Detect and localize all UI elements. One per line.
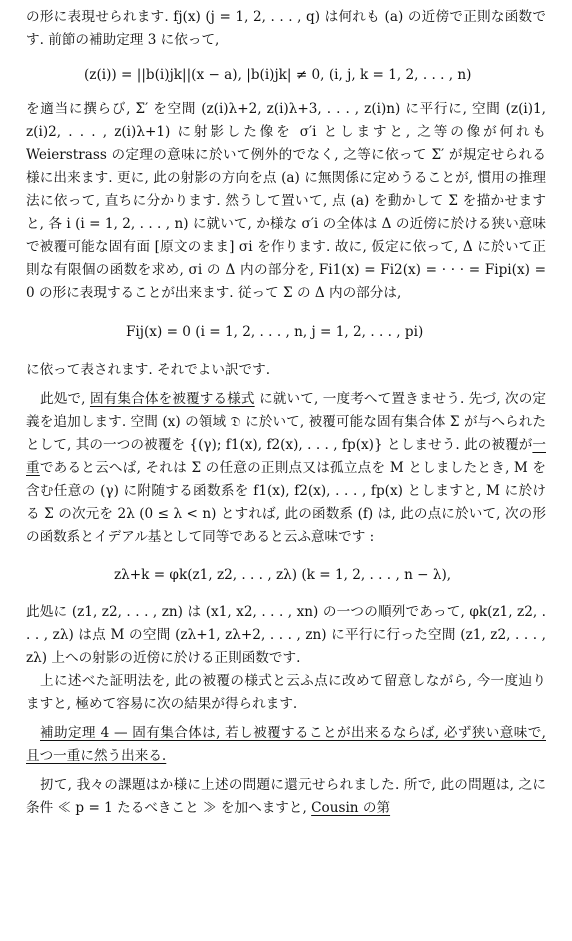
paragraph-5: 此処に (z1, z2, . . . , zn) は (x1, x2, . . . , xn) の一つの順列であって, φk(z1, z2, . . . , zλ) は点 M の空間 (zλ+1, zλ+2, . . . , zn) に平行に行った空間 (z1, z2, . . . , zλ) 上への射影の近傍に於ける正則函数です. <box>26 604 546 666</box>
paragraph-2: を適当に撰らび, Σ′ を空間 (z(i)λ+2, z(i)λ+3, . . . , z(i)n) に平行に, 空間 (z(i)1, z(i)2, . . . , z(i)λ+1) に射影した像を σ′i としますと, 之等の像が何れも Weierstrass の定理の意味に於いて例外的でなく, 之等に依って Σ′ が規定せられる様に出来ます. 更に, 此の射影の方向を点 (a) に無関係に定めうることが, 慣用の推理法に依って, 直ちに分かります. 然うして置いて, 点 (a) を動かして Σ を描かせますと, 各 i (i = 1, 2, . . . , n) に就いて, か様な σ′i の全体は Δ の近傍に於ける狭い意味で被覆可能な固有面 [原文のまま] σi を作ります. 故に, 仮定に依って, Δ に於いて正則な有限個の函数を求め, σi の Δ 内の部分を, Fi1(x) = Fi2(x) = · · · = Fipi(x) = 0 の形に表現することが出来ます. 従って Σ の Δ 内の部分は, <box>26 101 546 301</box>
lemma-4 <box>26 722 546 768</box>
equation-3: zλ+k = φk(z1, z2, . . . , zλ) (k = 1, 2, . . . , n − λ), <box>114 567 452 583</box>
paragraph-7 <box>26 774 546 820</box>
paragraph-1: の形に表現せられます. fj(x) (j = 1, 2, . . . , q) は何れも (a) の近傍で正則な函数です. 前節の補助定理 3 に依って, <box>26 9 546 48</box>
paragraph-4-text-a: 此処で, <box>40 391 90 407</box>
paragraph-3: に依って表されます. それでよい訳です. <box>26 362 271 378</box>
paragraph-7-text: 扨て, 我々の課題はか様に上述の問題に還元せられました. 所で, 此の問題は, 之に条件 ≪ p = 1 たるべきこと ≫ を加へますと, <box>26 777 546 816</box>
paragraph-4-text-c: であると云へば, それは Σ の任意の正則点又は孤立点を M としましたとき, M を含む任意の (γ) に附随する函数系を f1(x), f2(x), . . . , fp(x) としますと, M に於ける Σ の次元を 2λ (0 ≤ λ < n) とすれば, 此の函数系 (f) は, 此の点に於いて, 次の形の函数系とイデアル基として同等であると云ふ意味です : <box>26 460 546 545</box>
equation-2: Fij(x) = 0 (i = 1, 2, . . . , n, j = 1, 2, . . . , pi) <box>126 324 424 340</box>
lemma-4-text: 補助定理 4 — 固有集合体は, 若し被覆することが出来るならば, 必ず狭い意味で, 且つ一重に然う出来る. <box>26 725 546 764</box>
paragraph-4 <box>26 388 546 549</box>
equation-1: (z(i)) = ||b(i)jk||(x − a), |b(i)jk| ≠ 0, (i, j, k = 1, 2, . . . , n) <box>84 67 472 83</box>
underlined-term-covering-mode: 固有集合体を被覆する様式 <box>89 391 255 407</box>
underlined-term-cousin: Cousin の第 <box>311 800 391 816</box>
paragraph-6: 上に述べた証明法を, 此の被覆の様式と云ふ点に改めて留意しながら, 今一度辿りますと, 極めて容易に次の結果が得られます. <box>26 673 546 712</box>
underlined-term-simple: 一重 <box>26 437 546 476</box>
paragraph-4-text-b: に就いて, 一度考へて置きませう. 先づ, 次の定義を追加します. 空間 (x) の領域 𝔇 に於いて, 被覆可能な固有集合体 Σ が与へられたとして, 其の一つの被覆を {(γ); f1(x), f2(x), . . . , fp(x)} としませう. 此の被覆が <box>26 391 547 453</box>
